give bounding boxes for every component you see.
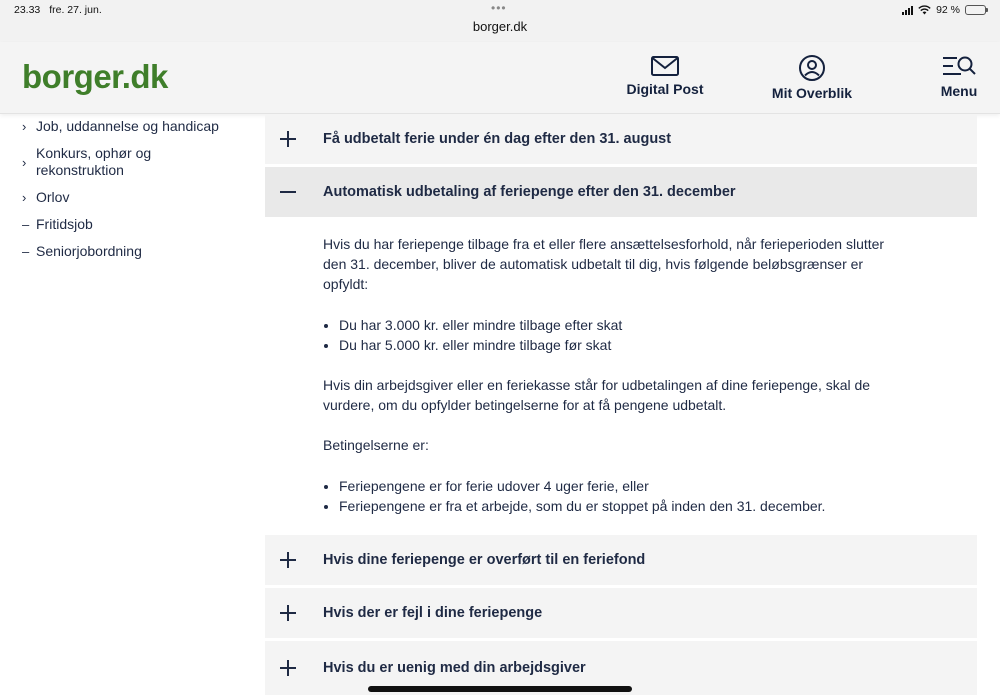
sidebar-item-fritidsjob[interactable] <box>22 216 242 233</box>
envelope-icon <box>650 54 680 78</box>
minus-icon <box>279 183 297 201</box>
menu-search-icon <box>941 54 977 80</box>
sidebar-item-label: Konkurs, ophør og rekonstruktion <box>36 145 152 178</box>
digital-post-label: Digital Post <box>626 81 704 97</box>
sidebar-item-orlov[interactable] <box>22 189 242 206</box>
list-item: • Feriepengene er for ferie udover 4 uger ferie, eller <box>339 476 903 496</box>
status-time-date <box>14 4 108 16</box>
list-item: • Du har 3.000 kr. eller mindre tilbage efter skat <box>339 315 903 335</box>
sidebar-item-label: Job, uddannelse og handicap <box>36 118 219 134</box>
list-item: • Feriepengene er fra et arbejde, som du er stoppet på inden den 31. december. <box>339 496 903 516</box>
address-bar[interactable]: borger.dk <box>472 19 528 34</box>
signal-icon <box>902 6 913 15</box>
accordion-item[interactable] <box>265 114 977 164</box>
mit-overblik-label: Mit Overblik <box>771 85 853 101</box>
home-indicator[interactable] <box>368 686 632 692</box>
accordion-title: Hvis der er fejl i dine feriepenge <box>323 605 543 621</box>
digital-post-button[interactable] <box>620 54 710 97</box>
site-header <box>0 42 1000 114</box>
battery-percent: 92 % <box>936 4 960 16</box>
content-list <box>323 315 903 355</box>
status-time: 23.33 <box>14 4 41 16</box>
sidebar-item-label: Fritidsjob <box>36 216 93 232</box>
sidebar-item-seniorjob[interactable] <box>22 243 242 260</box>
sidebar-item-label: Orlov <box>36 189 70 205</box>
chevron-right-icon: › <box>22 190 27 205</box>
plus-icon <box>279 551 297 569</box>
sidebar-item-konkurs[interactable] <box>22 145 242 179</box>
list-item: • Du har 5.000 kr. eller mindre tilbage før skat <box>339 335 903 355</box>
content-paragraph: Hvis din arbejdsgiver eller en feriekasse står for udbetalingen af dine feriepenge, skal de vurdere, om du opfylder betingelserne for at få pengene udbetalt. <box>323 377 871 414</box>
accordion-title: Hvis dine feriepenge er overført til en feriefond <box>323 552 646 568</box>
site-logo[interactable]: borger.dk <box>22 58 168 95</box>
accordion-title: Automatisk udbetaling af feriepenge efter den 31. december <box>323 184 736 200</box>
menu-button[interactable] <box>930 54 988 99</box>
plus-icon <box>279 604 297 622</box>
status-date: fre. 27. jun. <box>49 4 102 16</box>
wifi-icon <box>918 5 931 15</box>
plus-icon <box>279 659 297 677</box>
chevron-right-icon: › <box>22 154 27 170</box>
content-paragraph: Betingelserne er: <box>323 437 429 454</box>
accordion-title: Hvis du er uenig med din arbejdsgiver <box>323 660 586 676</box>
dash-icon: – <box>22 244 30 259</box>
accordion-item[interactable] <box>265 535 977 585</box>
accordion-content <box>323 234 903 536</box>
chevron-right-icon: › <box>22 119 27 134</box>
content-list <box>323 476 903 516</box>
accordion-item-open[interactable] <box>265 167 977 217</box>
accordion-item[interactable] <box>265 588 977 638</box>
ios-status-bar <box>0 0 1000 42</box>
dash-icon: – <box>22 217 30 232</box>
mit-overblik-button[interactable] <box>762 54 862 101</box>
menu-label: Menu <box>940 83 978 99</box>
status-indicators <box>902 4 986 16</box>
sidebar-item-label: Seniorjobordning <box>36 243 142 259</box>
accordion-title: Få udbetalt ferie under én dag efter den 31. august <box>323 131 672 147</box>
user-circle-icon <box>798 54 826 82</box>
battery-icon <box>965 5 986 15</box>
sidebar-nav <box>22 118 242 270</box>
sidebar-item-job[interactable] <box>22 118 242 135</box>
tab-dots-icon[interactable]: ••• <box>491 1 507 15</box>
content-paragraph: Hvis du har feriepenge tilbage fra et eller flere ansættelsesforhold, når ferieperioden slutter den 31. december, bliver de automatisk udbetalt til dig, hvis følgende beløbsgrænser er opfyldt: <box>323 236 885 293</box>
plus-icon <box>279 130 297 148</box>
